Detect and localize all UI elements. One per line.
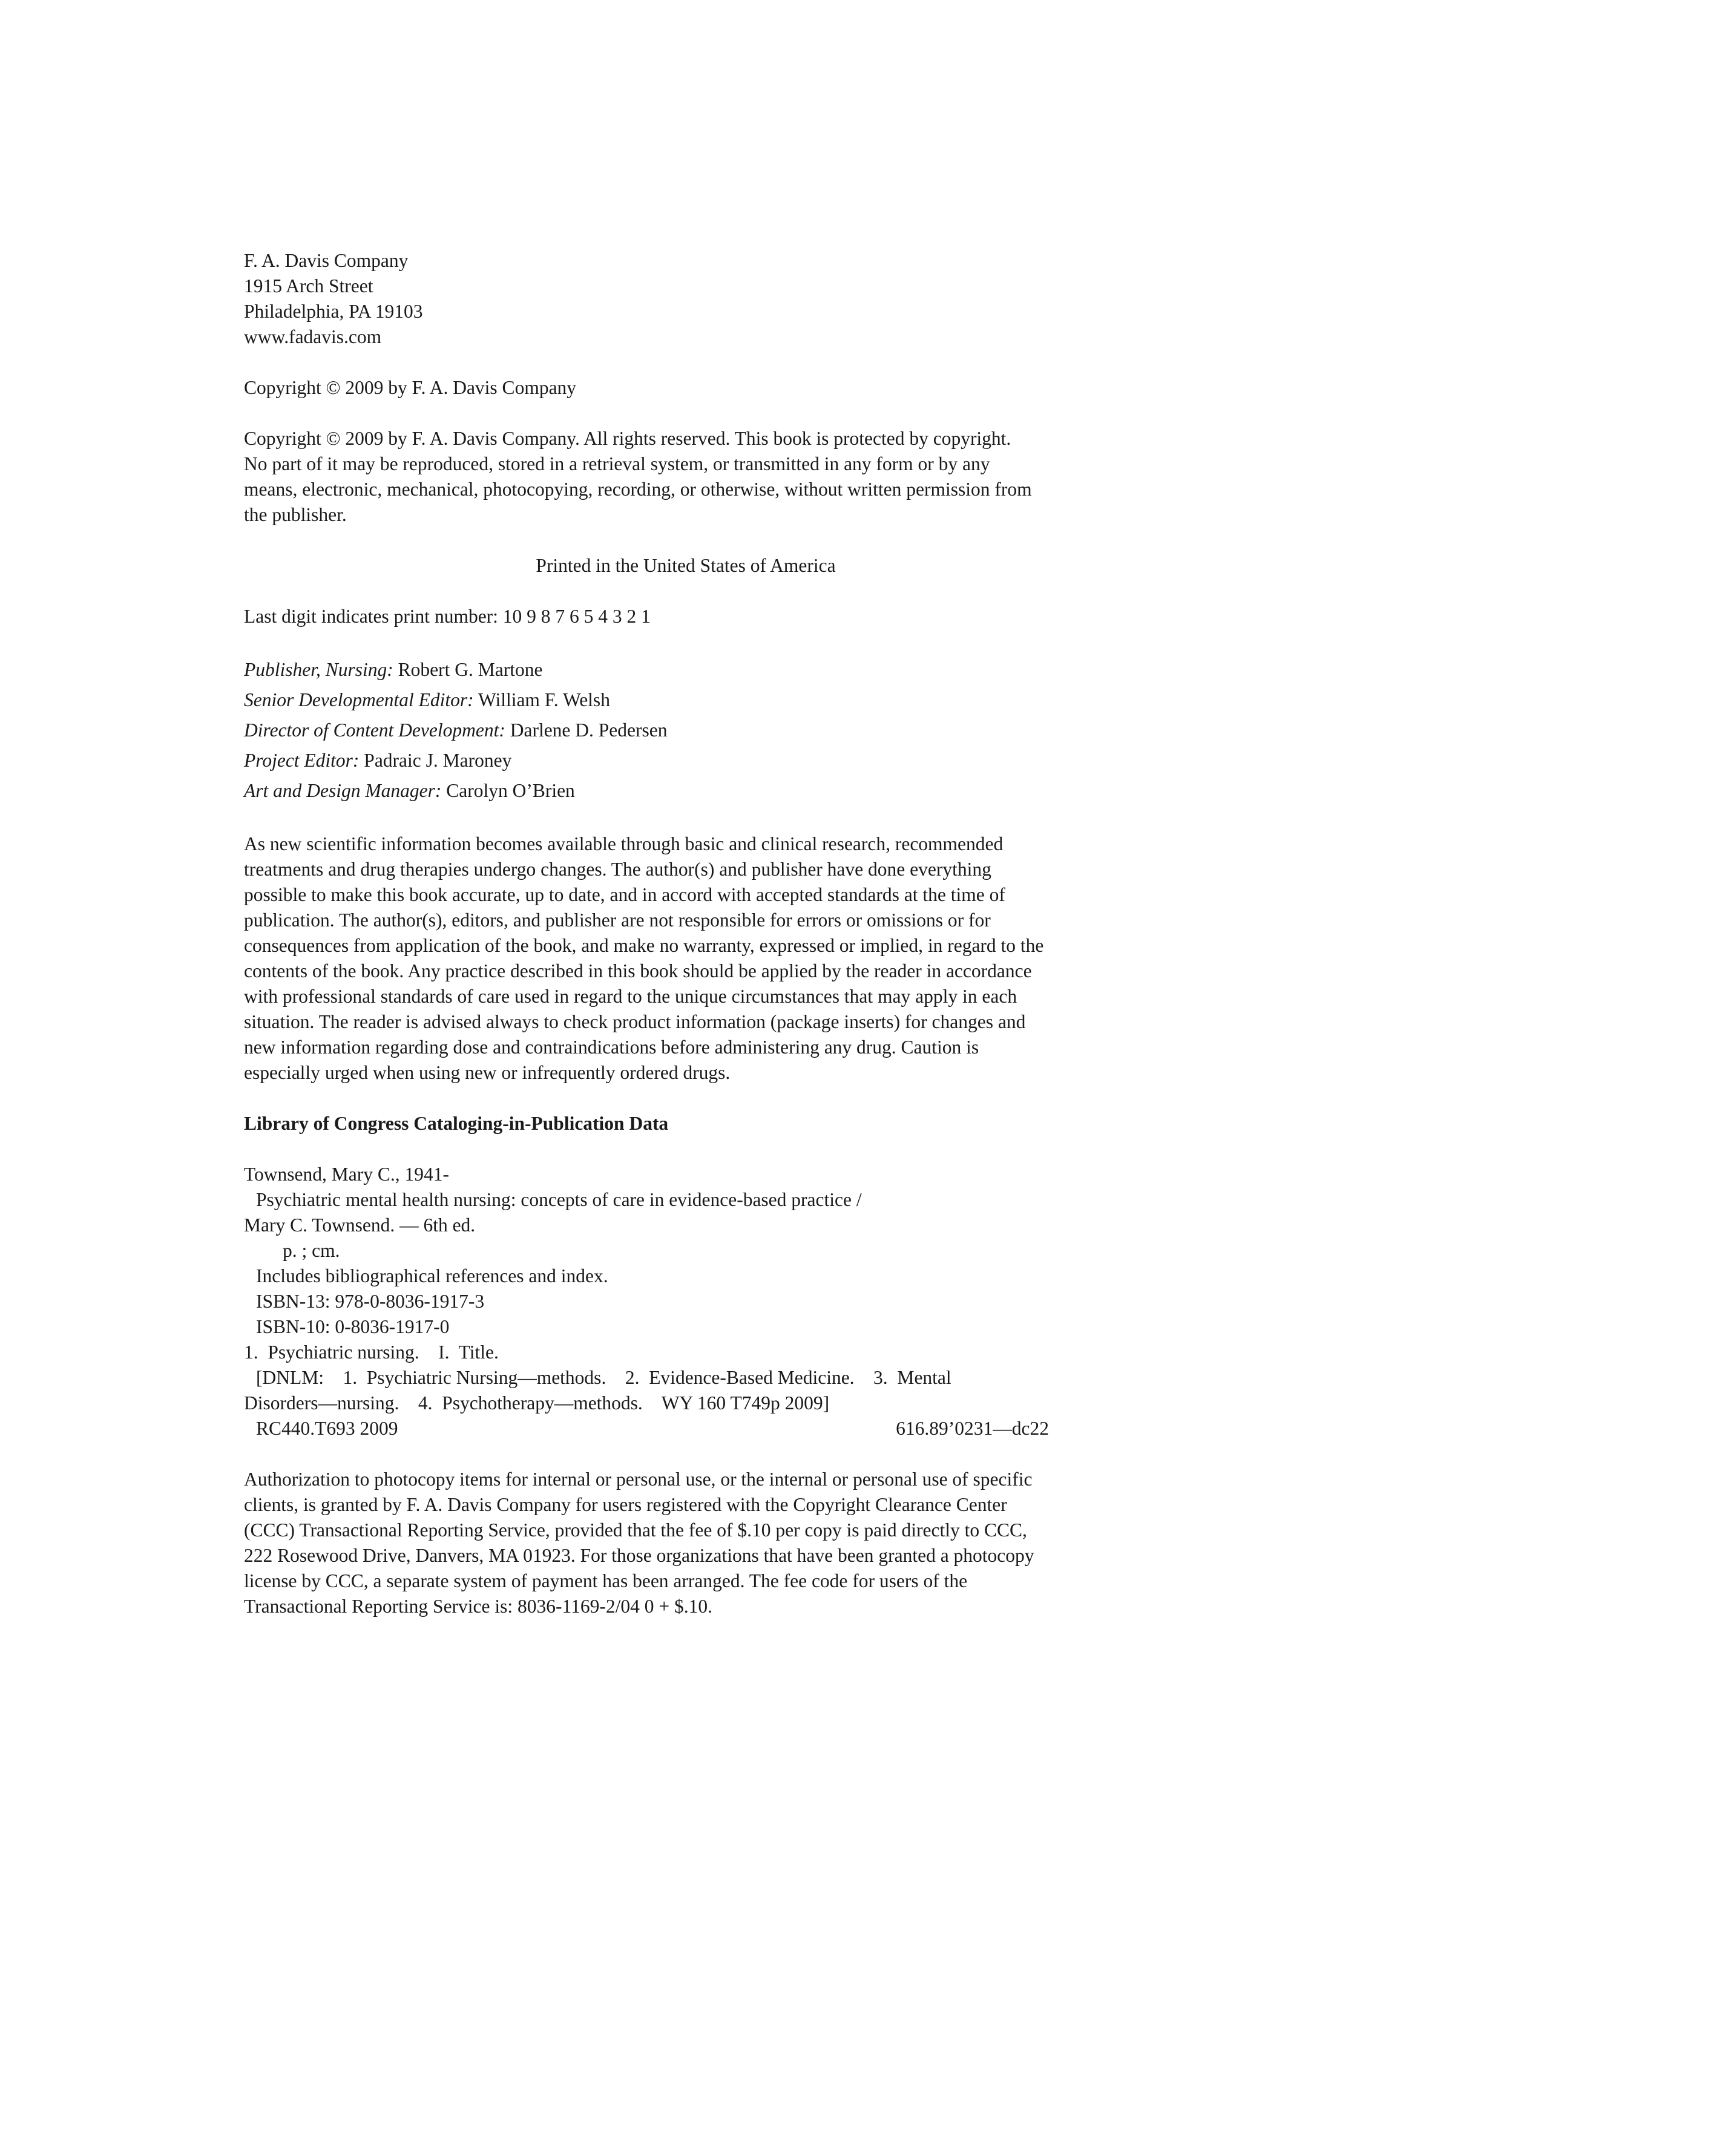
print-number-text: Last digit indicates print number: 10 9 8 7 6 5 4 3 2 1 [244,606,651,627]
cip-dnlm-line: [DNLM: 1. Psychiatric Nursing—methods. 2. Evidence-Based Medicine. 3. Mental [256,1367,951,1388]
disclaimer-line: situation. The reader is advised always to check product information (package inserts) for changes and [244,1011,1026,1032]
cip-notes: Includes bibliographical references and index. [256,1265,608,1286]
authorization-line: license by CCC, a separate system of payment has been arranged. The fee code for users of the [244,1570,968,1591]
credit-line [244,745,1152,776]
authorization-line: Transactional Reporting Service is: 8036-1169-2/04 0 + $.10. [244,1596,712,1617]
copyright-short-text: Copyright © 2009 by F. A. Davis Company [244,377,577,398]
disclaimer-line: new information regarding dose and contraindications before administering any drug. Caution is [244,1037,979,1058]
medical-disclaimer [244,831,1152,1086]
credit-name: Darlene D. Pedersen [505,719,668,741]
disclaimer-line: publication. The author(s), editors, and publisher are not responsible for errors or omissions or for [244,909,991,931]
disclaimer-line: possible to make this book accurate, up to date, and in accord with accepted standards at the time of [244,884,1005,905]
credit-line [244,685,1152,715]
publisher-street: 1915 Arch Street [244,275,373,297]
cip-record [244,1162,1152,1441]
credit-role: Project Editor: [244,750,360,771]
cip-dnlm-line: Disorders—nursing. 4. Psychotherapy—methods. WY 160 T749p 2009] [244,1392,830,1414]
editorial-credits [244,655,1152,806]
disclaimer-line: As new scientific information becomes available through basic and clinical research, recommended [244,833,1004,854]
credit-name: William F. Welsh [473,689,610,710]
authorization-line: 222 Rosewood Drive, Danvers, MA 01923. For those organizations that have been granted a photocopy [244,1545,1034,1566]
cip-title-line: Psychiatric mental health nursing: concepts of care in evidence-based practice / [256,1189,862,1210]
credit-name: Padraic J. Maroney [359,750,512,771]
disclaimer-line: with professional standards of care used in regard to the unique circumstances that may apply in each [244,986,1017,1007]
copyright-short [244,375,1152,401]
copyright-notice-line: means, electronic, mechanical, photocopying, recording, or otherwise, without written permission from [244,479,1032,500]
credit-line [244,715,1152,745]
photocopy-authorization [244,1467,1152,1619]
credit-role: Publisher, Nursing: [244,659,393,680]
authorization-line: (CCC) Transactional Reporting Service, provided that the fee of $.10 per copy is paid directly to CCC, [244,1519,1027,1541]
cip-dewey: 616.89’0231—dc22 [896,1418,1049,1439]
copyright-notice-line: Copyright © 2009 by F. A. Davis Company. All rights reserved. This book is protected by copyright. [244,428,1011,449]
disclaimer-line: especially urged when using new or infrequently ordered drugs. [244,1062,731,1083]
copyright-notice-line: No part of it may be reproduced, stored in a retrieval system, or transmitted in any form or by any [244,453,990,474]
cip-author: Townsend, Mary C., 1941- [244,1164,450,1185]
cip-lc-class: RC440.T693 2009 [256,1418,398,1439]
credit-role: Director of Content Development: [244,719,505,741]
printed-in [244,553,1152,578]
publisher-address [244,248,1152,350]
disclaimer-line: contents of the book. Any practice described in this book should be applied by the reader in accordance [244,960,1032,981]
copyright-notice [244,426,1152,528]
credit-name: Carolyn O’Brien [441,780,575,801]
cip-isbn10: ISBN-10: 0-8036-1917-0 [256,1316,450,1337]
credit-line [244,776,1152,806]
credit-role: Senior Developmental Editor: [244,689,474,710]
authorization-line: clients, is granted by F. A. Davis Company for users registered with the Copyright Clearance Center [244,1494,1007,1515]
publisher-city: Philadelphia, PA 19103 [244,301,423,322]
publisher-website: www.fadavis.com [244,326,382,347]
disclaimer-line: consequences from application of the book, and make no warranty, expressed or implied, in regard to the [244,935,1044,956]
cip-heading-text: Library of Congress Cataloging-in-Publication Data [244,1113,669,1134]
cip-subjects: 1. Psychiatric nursing. I. Title. [244,1342,499,1363]
cip-isbn13: ISBN-13: 978-0-8036-1917-3 [256,1291,485,1312]
copyright-notice-line: the publisher. [244,504,347,525]
cip-pages: p. ; cm. [283,1240,340,1261]
cip-classification [244,1416,1049,1441]
credit-role: Art and Design Manager: [244,780,442,801]
publisher-name: F. A. Davis Company [244,250,409,271]
credit-line [244,655,1152,685]
credit-name: Robert G. Martone [393,659,543,680]
print-number [244,604,1152,629]
copyright-page [244,248,1152,1619]
disclaimer-line: treatments and drug therapies undergo changes. The author(s) and publisher have done everything [244,859,991,880]
cip-title-line: Mary C. Townsend. — 6th ed. [244,1214,476,1236]
cip-heading [244,1111,1152,1136]
authorization-line: Authorization to photocopy items for internal or personal use, or the internal or personal use of specific [244,1469,1033,1490]
printed-in-text: Printed in the United States of America [536,555,836,576]
